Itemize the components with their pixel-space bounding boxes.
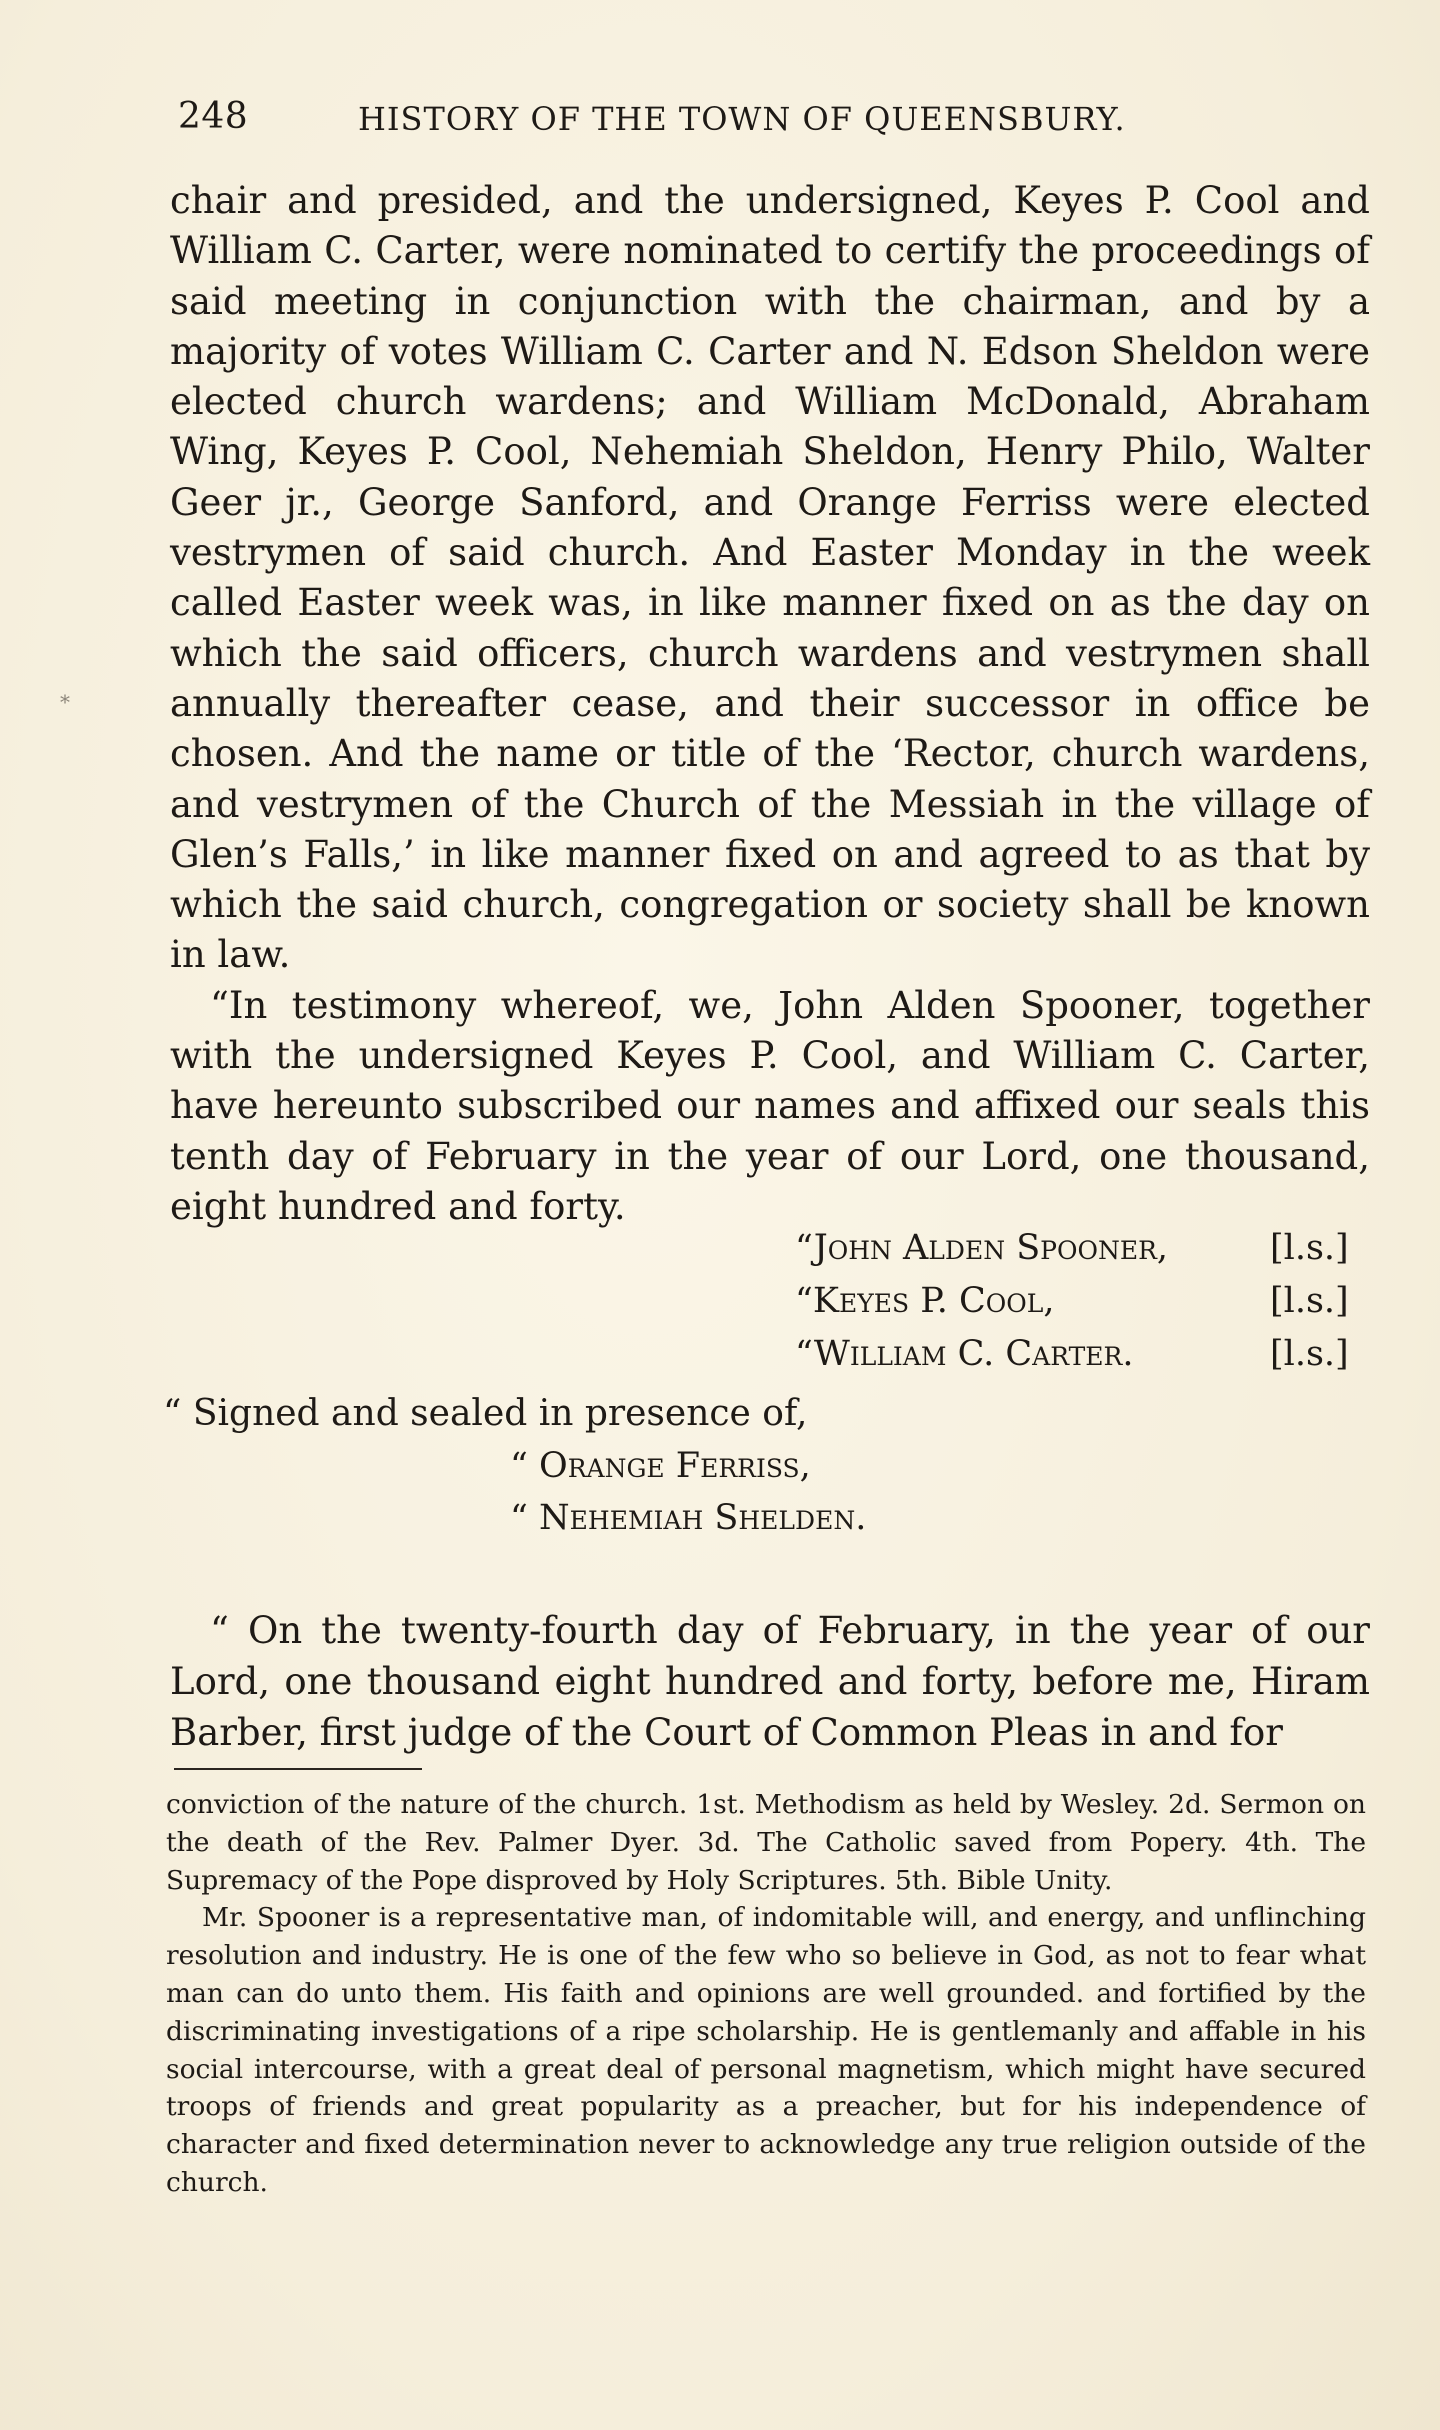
margin-mark: * [60,690,70,714]
signer-name: “John Alden Spooner, [795,1228,1169,1268]
footnote-2: Mr. Spooner is a representative man, of indomitable will, and energy, and unflinching resolution and industry. He is one of the few who so believe in God, as not to fear what man can do unto them. His faith and opinions are well grounded. and fortified by the discriminating investigations of a ripe scholarship. He is gentlemanly and affable in his social intercourse, with a great deal of personal magnetism, which might have secured troops of friends and great popularity as a preacher, but for his independence of character and fixed determination never to acknowledge any true religion outside of the church. [166,1902,1366,2198]
seal-mark: [l.s.] [1270,1334,1349,1374]
seal-mark: [l.s.] [1270,1228,1349,1268]
running-title: HISTORY OF THE TOWN OF QUEENSBURY. [358,100,1126,138]
signature-block [795,1222,1395,1381]
footnotes [166,1786,1366,2202]
witness-name: “ Orange Ferriss, [510,1446,811,1486]
seal-mark: [l.s.] [1270,1281,1349,1321]
continuation-paragraph: “ On the twenty-fourth day of February, in the year of our Lord, one thousand eight hundred and forty, before me, Hiram Barber, first judge of the Court of Common Pleas in and for [170,1609,1370,1754]
signer-name: “Keyes P. Cool, [795,1281,1055,1321]
signature-row [795,1328,1395,1381]
witness-name: “ Nehemiah Shelden. [510,1498,867,1538]
signature-row [795,1222,1395,1275]
main-text [170,176,1370,1232]
presence-line: “ Signed and sealed in presence of, [163,1393,808,1434]
paragraph-2: “In testimony whereof, we, John Alden Spooner, together with the undersigned Keyes P. Cool, and William C. Carter, have hereunto subscribed our names and affixed our seals this tenth day of February in the year of our Lord, one thousand, eight hundred and forty. [170,983,1370,1228]
page-number: 248 [178,96,249,137]
footnote-rule [174,1768,422,1770]
paragraph-1: chair and presided, and the undersigned, Keyes P. Cool and William C. Carter, were nominated to certify the proceedings of said meeting in conjunction with the chairman, and by a majority of votes William C. Carter and N. Edson Sheldon were elected church wardens; and William McDonald, Abraham Wing, Keyes P. Cool, Nehemiah Sheldon, Henry Philo, Walter Geer jr., George Sanford, and Orange Ferriss were elected vestrymen of said church. And Easter Monday in the week called Easter week was, in like manner fixed on as the day on which the said officers, church wardens and vestrymen shall annually thereafter cease, and their successor in office be chosen. And the name or title of the ‘Rector, church wardens, and vestrymen of the Church of the Messiah in the village of Glen’s Falls,’ in like manner fixed on and agreed to as that by which the said church, congregation or society shall be known in law. [170,179,1370,977]
footnote-1: conviction of the nature of the church. 1st. Methodism as held by Wesley. 2d. Sermon on the death of the Rev. Palmer Dyer. 3d. The Catholic saved from Popery. 4th. The Supremacy of the Pope disproved by Holy Scriptures. 5th. Bible Unity. [166,1789,1366,1896]
signer-name: “William C. Carter. [795,1334,1134,1374]
signature-row [795,1275,1395,1328]
